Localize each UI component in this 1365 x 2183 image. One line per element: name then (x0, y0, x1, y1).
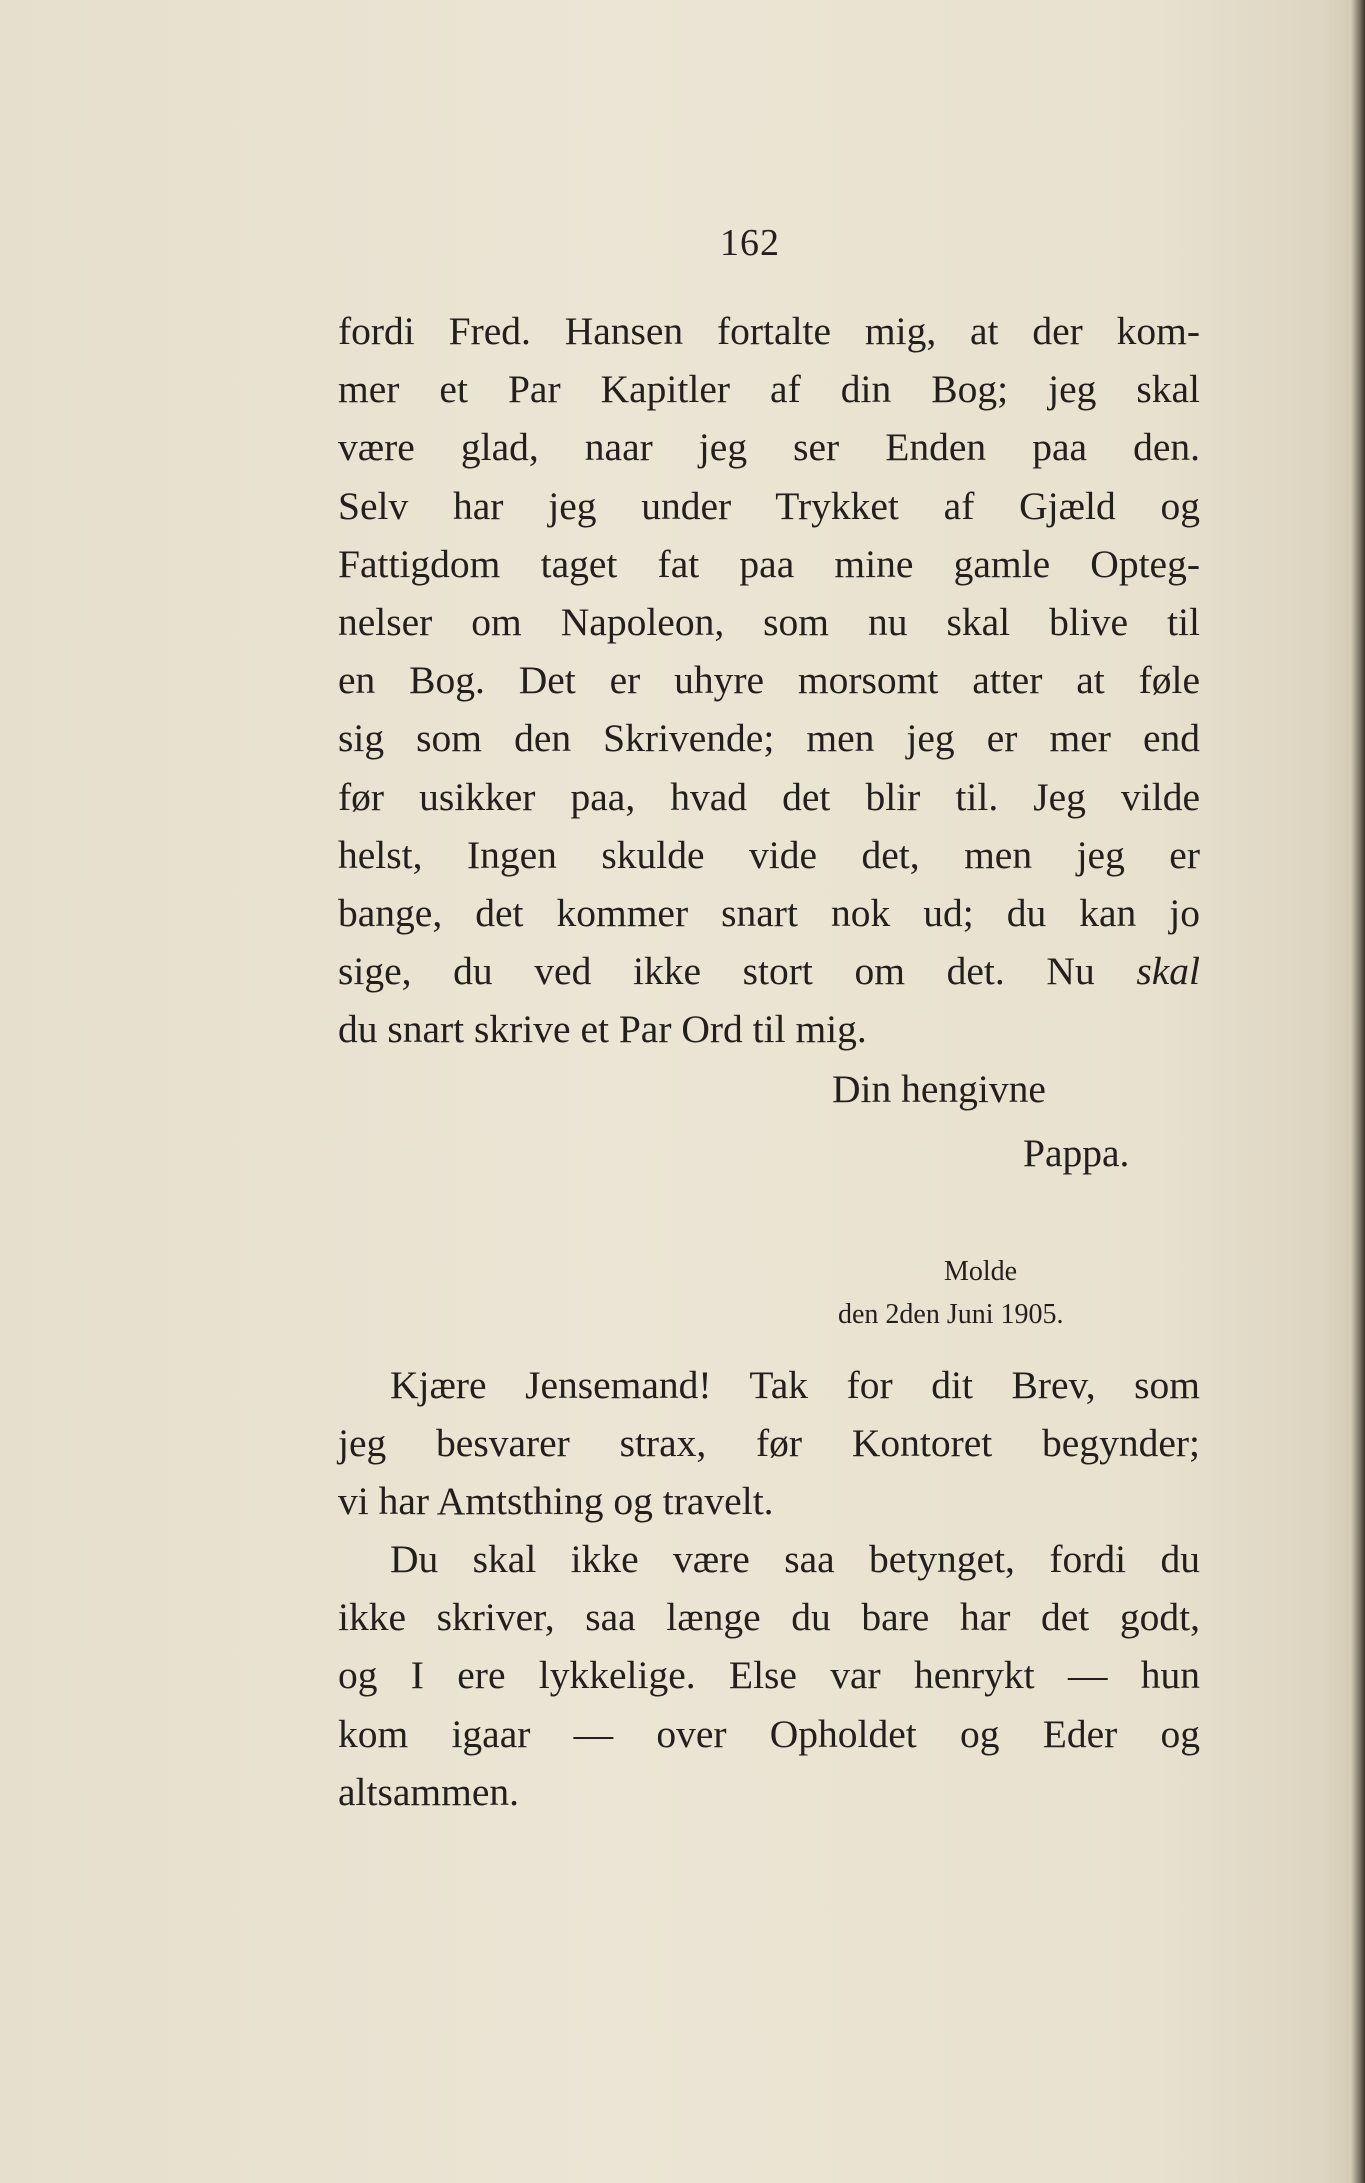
letter-place: Molde (944, 1256, 1018, 1287)
text-line: altsammen. (338, 1769, 519, 1814)
text-line: sig som den Skrivende; men jeg er mer end (338, 716, 1200, 761)
signature-closing: Din hengivne (832, 1067, 1046, 1111)
text-line: helst, Ingen skulde vide det, men jeg er (338, 832, 1200, 877)
text-segment: sige, du ved ikke stort om det. Nu (338, 949, 1137, 994)
text-line: jeg besvarer strax, før Kontoret begynder; (338, 1421, 1200, 1466)
paragraph-2 (338, 1356, 1200, 1531)
signature-name: Pappa. (1023, 1131, 1130, 1175)
text-line: mer et Par Kapitler af din Bog; jeg skal (338, 367, 1200, 412)
text-line-with-italic (338, 942, 1200, 1000)
page-number: 162 (720, 222, 780, 264)
text-line: Fattigdom taget fat paa mine gamle Opteg- (338, 541, 1200, 586)
text-line: kom igaar — over Opholdet og Eder og (338, 1711, 1200, 1756)
text-line: og I ere lykkelige. Else var henrykt — hun (338, 1653, 1200, 1698)
text-line: vi har Amtsthing og travelt. (338, 1479, 774, 1524)
text-line: før usikker paa, hvad det blir til. Jeg vilde (338, 774, 1200, 819)
page-edge-shadow (1351, 0, 1365, 2183)
text-line: en Bog. Det er uhyre morsomt atter at føle (338, 658, 1200, 703)
text-line: Selv har jeg under Trykket af Gjæld og (338, 483, 1200, 528)
text-line: bange, det kommer snart nok ud; du kan jo (338, 890, 1200, 935)
paragraph-1 (338, 302, 1200, 1058)
text-line: ikke skriver, saa længe du bare har det godt, (338, 1595, 1200, 1640)
text-line: Kjære Jensemand! Tak for dit Brev, som (390, 1363, 1200, 1407)
text-line: du snart skrive et Par Ord til mig. (338, 1007, 867, 1052)
italic-word: skal (1136, 949, 1200, 994)
text-line: være glad, naar jeg ser Enden paa den. (338, 425, 1200, 470)
text-line: fordi Fred. Hansen fortalte mig, at der kom- (338, 309, 1200, 353)
paragraph-3 (338, 1530, 1200, 1821)
text-line: nelser om Napoleon, som nu skal blive til (338, 599, 1200, 644)
letter-date: den 2den Juni 1905. (838, 1299, 1064, 1330)
text-line: Du skal ikke være saa betynget, fordi du (390, 1537, 1200, 1581)
